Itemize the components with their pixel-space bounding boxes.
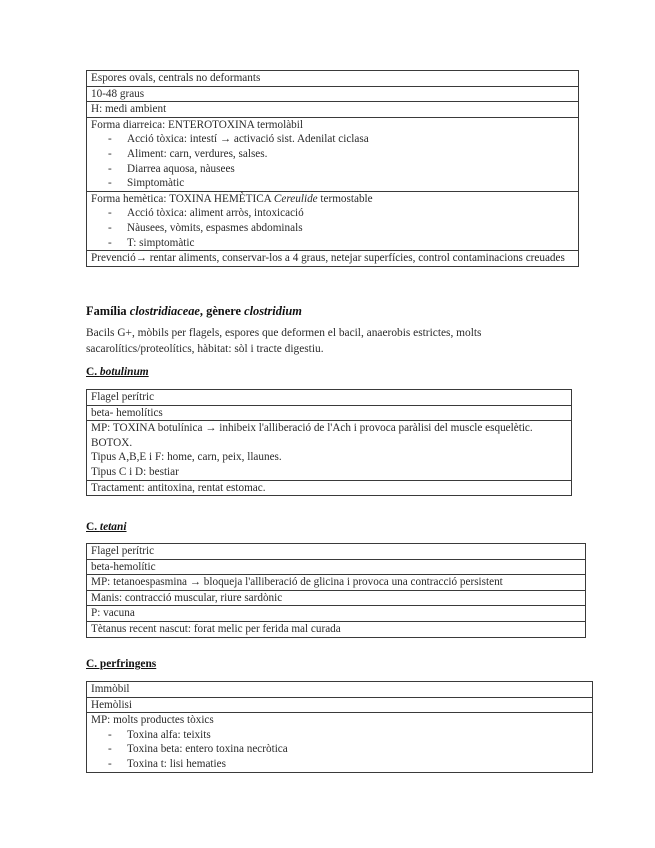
table-cell: beta-hemolític — [87, 559, 586, 575]
botulinum-table — [86, 389, 572, 496]
species-name: botulinum — [99, 366, 149, 378]
emetic-form-cell — [87, 191, 579, 250]
table-row — [87, 559, 586, 575]
perfringens-table — [86, 681, 593, 773]
mp-line: BOTOX. — [91, 436, 133, 449]
bacillus-cereus-table — [86, 70, 579, 267]
table-cell: Immòbil — [87, 682, 593, 698]
list-item: - Toxina t: lisi hematies — [108, 757, 588, 772]
emetic-header-suffix: termostable — [317, 192, 373, 205]
table-cell: Flagel perítric — [87, 390, 572, 406]
species-name: tetani — [99, 521, 127, 533]
table-row — [87, 606, 586, 622]
mp-header: MP: molts productes tòxics — [91, 714, 214, 727]
family-description: Bacils G+, mòbils per flagels, espores que deformen el bacil, anaerobis estrictes, molts sacarolítics/proteolítics, hàbitat: sòl i tracte digestiu. — [86, 327, 482, 355]
table-cell: Flagel perítric — [87, 544, 586, 560]
table-cell: P: vacuna — [87, 606, 586, 622]
family-name: clostridiaceae — [129, 304, 200, 318]
table-cell: Hemòlisi — [87, 697, 593, 713]
table-row — [87, 251, 579, 267]
table-cell: Tètanus recent nascut: forat melic per ferida mal curada — [87, 621, 586, 637]
genus-abbrev: C. — [86, 366, 100, 378]
list-item: - Simptomàtic — [108, 176, 574, 191]
table-row — [87, 117, 579, 191]
table-row — [87, 697, 593, 713]
botulinum-title — [86, 366, 149, 378]
mp-cell — [87, 421, 572, 480]
emetic-form-list — [91, 206, 574, 250]
table-cell: H: medi ambient — [87, 102, 579, 118]
list-item: - Toxina alfa: teixits — [108, 728, 588, 743]
table-row — [87, 390, 572, 406]
list-item: - Nàusees, vòmits, espasmes abdominals — [108, 221, 574, 236]
list-item: - Acció tòxica: intestí → activació sist. Adenilat ciclasa — [108, 132, 574, 147]
table-cell: Espores ovals, centrals no deformants — [87, 71, 579, 87]
list-item: - Toxina beta: entero toxina necròtica — [108, 742, 588, 757]
diarrheal-form-header: Forma diarreica: ENTEROTOXINA termolàbil — [91, 118, 303, 131]
toxin-list — [91, 728, 588, 772]
table-row — [87, 191, 579, 250]
list-item: - T: simptomàtic — [108, 236, 574, 251]
table-row — [87, 480, 572, 496]
heading-text: , gènere — [199, 304, 245, 318]
diarrheal-form-cell — [87, 117, 579, 191]
list-item: - Acció tòxica: aliment arròs, intoxicació — [108, 206, 574, 221]
tetani-title — [86, 521, 127, 533]
table-row — [87, 621, 586, 637]
table-row — [87, 590, 586, 606]
mp-line: Tipus C i D: bestiar — [91, 465, 179, 478]
table-row — [87, 713, 593, 772]
emetic-header-text: Forma hemètica: TOXINA HEMÈTICA — [91, 192, 274, 205]
table-row — [87, 575, 586, 591]
mp-line: Tipus A,B,E i F: home, carn, peix, llaunes. — [91, 451, 282, 464]
genus-abbrev: C. — [86, 521, 100, 533]
genus-name: clostridium — [244, 304, 302, 318]
table-row — [87, 544, 586, 560]
perfringens-title: C. perfringens — [86, 658, 157, 670]
table-cell: 10-48 graus — [87, 86, 579, 102]
heading-text: Família — [86, 304, 130, 318]
table-cell: beta- hemolítics — [87, 405, 572, 421]
cereulide-term: Cereulide — [273, 192, 318, 205]
table-cell: Manis: contracció muscular, riure sardònic — [87, 590, 586, 606]
family-heading — [86, 304, 302, 319]
toxins-cell — [87, 713, 593, 772]
emetic-form-header — [91, 192, 574, 207]
diarrheal-form-list — [91, 132, 574, 190]
table-row — [87, 405, 572, 421]
list-item: - Diarrea aquosa, nàusees — [108, 162, 574, 177]
prevention-cell: Prevenció→ rentar aliments, conservar-los a 4 graus, netejar superfícies, control contaminacions creuades — [87, 251, 579, 267]
table-row — [87, 102, 579, 118]
tetani-table — [86, 543, 586, 638]
table-row — [87, 71, 579, 87]
treatment-cell: Tractament: antitoxina, rentat estomac. — [87, 480, 572, 496]
table-row — [87, 86, 579, 102]
table-row — [87, 682, 593, 698]
table-cell: MP: tetanoespasmina → bloqueja l'alliberació de glicina i provoca una contracció persistent — [87, 575, 586, 591]
mp-line: MP: TOXINA botulínica → inhibeix l'alliberació de l'Ach i provoca paràlisi del muscle esquelètic. — [91, 422, 533, 435]
table-row — [87, 421, 572, 480]
list-item: - Aliment: carn, verdures, salses. — [108, 147, 574, 162]
